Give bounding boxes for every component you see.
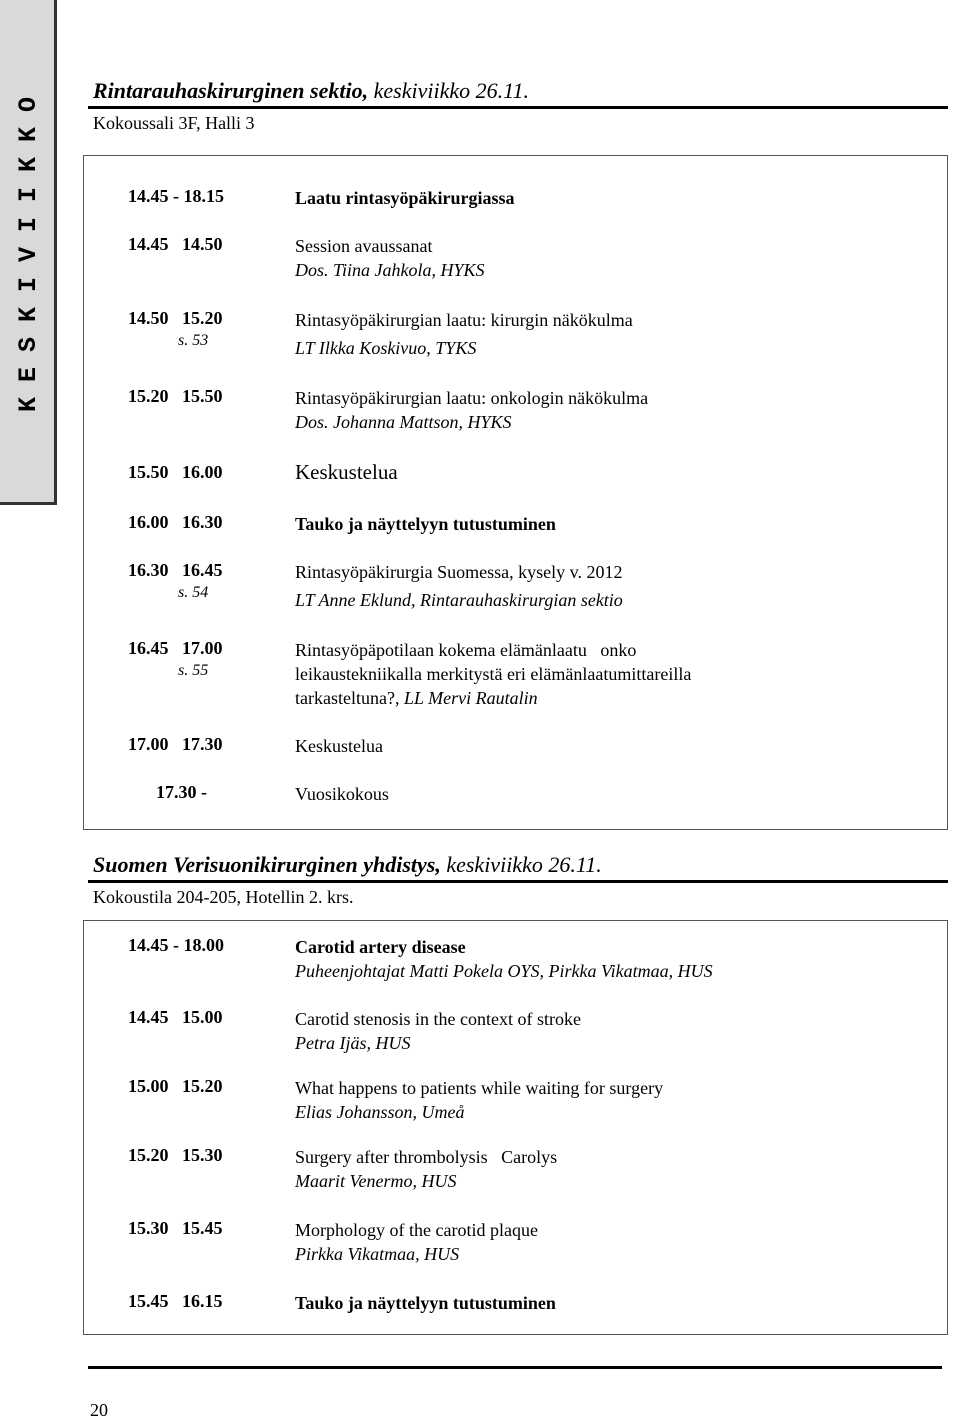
session-content xyxy=(295,234,485,282)
side-tab-label: K E S K I V I I K K O xyxy=(14,96,43,412)
session-time: 14.45 14.50 xyxy=(128,234,223,254)
session-speaker: Elias Johansson, Umeå xyxy=(295,1102,465,1122)
session-time: 14.45 - 18.00 xyxy=(128,935,224,955)
page-reference: s. 54 xyxy=(178,584,209,601)
section1-title-day: keskiviikko 26.11. xyxy=(373,78,529,103)
session-title: Tauko ja näyttelyyn tutustuminen xyxy=(295,1293,556,1313)
section1-rule xyxy=(88,106,948,109)
session-content xyxy=(295,638,691,710)
session-title-line2: leikaustekniikalla merkitystä eri elämänlaatumittareilla xyxy=(295,664,692,684)
session-speaker: , LL Mervi Rautalin xyxy=(394,688,538,708)
session-time: 16.45 17.00 xyxy=(128,638,223,658)
session-content xyxy=(295,1076,663,1124)
section2-program-box xyxy=(83,920,948,1335)
section1-program-box xyxy=(83,155,948,830)
section1-venue: Kokoussali 3F, Halli 3 xyxy=(93,113,255,133)
session-title: Session avaussanat xyxy=(295,236,433,256)
session-speaker: Puheenjohtajat Matti Pokela OYS, Pirkka Vikatmaa, HUS xyxy=(295,961,713,981)
session-title: Morphology of the carotid plaque xyxy=(295,1220,538,1240)
session-content xyxy=(295,1007,581,1055)
page-number: 20 xyxy=(90,1400,108,1420)
footer-rule xyxy=(88,1366,942,1369)
session-speaker: LT Anne Eklund, Rintarauhaskirurgian sektio xyxy=(295,590,623,610)
session-time: 15.20 15.30 xyxy=(128,1145,223,1165)
section1-title xyxy=(93,78,529,104)
section2-title-main: Suomen Verisuonikirurginen yhdistys, xyxy=(93,852,447,877)
session-time: 17.30 - xyxy=(156,782,207,802)
session-title: Laatu rintasyöpäkirurgiassa xyxy=(295,188,515,208)
session-time: 14.45 - 18.15 xyxy=(128,186,224,206)
session-time: 15.30 15.45 xyxy=(128,1218,223,1238)
session-speaker: LT Ilkka Koskivuo, TYKS xyxy=(295,338,477,358)
session-content xyxy=(295,386,648,434)
session-title: Rintasyöpäkirurgian laatu: kirurgin näkökulma xyxy=(295,310,633,330)
session-title: Keskustelua xyxy=(295,460,398,484)
session-time: 15.45 16.15 xyxy=(128,1291,223,1311)
section2-rule xyxy=(88,880,948,883)
session-content xyxy=(295,1145,557,1193)
session-title-line3-text: tarkasteltuna? xyxy=(295,688,395,708)
session-speaker: Petra Ijäs, HUS xyxy=(295,1033,411,1053)
session-content xyxy=(295,1218,538,1266)
session-title-line1: Rintasyöpäpotilaan kokema elämänlaatu onko xyxy=(295,640,637,660)
session-time: 15.20 15.50 xyxy=(128,386,223,406)
page-reference: s. 53 xyxy=(178,332,209,349)
session-title-line3 xyxy=(295,686,691,710)
session-content xyxy=(295,308,633,360)
session-time: 17.00 17.30 xyxy=(128,734,223,754)
session-title: Rintasyöpäkirurgia Suomessa, kysely v. 2012 xyxy=(295,562,623,582)
session-content xyxy=(295,560,623,612)
session-time: 16.30 16.45 xyxy=(128,560,223,580)
section2-title xyxy=(93,852,602,878)
session-title: Tauko ja näyttelyyn tutustuminen xyxy=(295,514,556,534)
session-time: 16.00 16.30 xyxy=(128,512,223,532)
session-title: Carotid stenosis in the context of stroke xyxy=(295,1009,581,1029)
session-time: 14.45 15.00 xyxy=(128,1007,223,1027)
session-content xyxy=(295,935,713,983)
session-time: 14.50 15.20 xyxy=(128,308,223,328)
session-speaker: Dos. Johanna Mattson, HYKS xyxy=(295,412,512,432)
session-title: Keskustelua xyxy=(295,736,383,756)
session-speaker: Dos. Tiina Jahkola, HYKS xyxy=(295,260,485,280)
session-speaker: Pirkka Vikatmaa, HUS xyxy=(295,1244,460,1264)
session-title: Rintasyöpäkirurgian laatu: onkologin näkökulma xyxy=(295,388,649,408)
session-title: Surgery after thrombolysis Carolys xyxy=(295,1147,558,1167)
session-title: Vuosikokous xyxy=(295,784,389,804)
side-tab xyxy=(0,0,57,505)
session-time: 15.50 16.00 xyxy=(128,462,223,482)
page-reference: s. 55 xyxy=(178,662,209,679)
session-speaker: Maarit Venermo, HUS xyxy=(295,1171,457,1191)
session-title: Carotid artery disease xyxy=(295,937,466,957)
section2-venue: Kokoustila 204-205, Hotellin 2. krs. xyxy=(93,887,354,907)
session-time: 15.00 15.20 xyxy=(128,1076,223,1096)
section2-title-day: keskiviikko 26.11. xyxy=(446,852,602,877)
session-title: What happens to patients while waiting for surgery xyxy=(295,1078,664,1098)
section1-title-main: Rintarauhaskirurginen sektio, xyxy=(93,78,374,103)
